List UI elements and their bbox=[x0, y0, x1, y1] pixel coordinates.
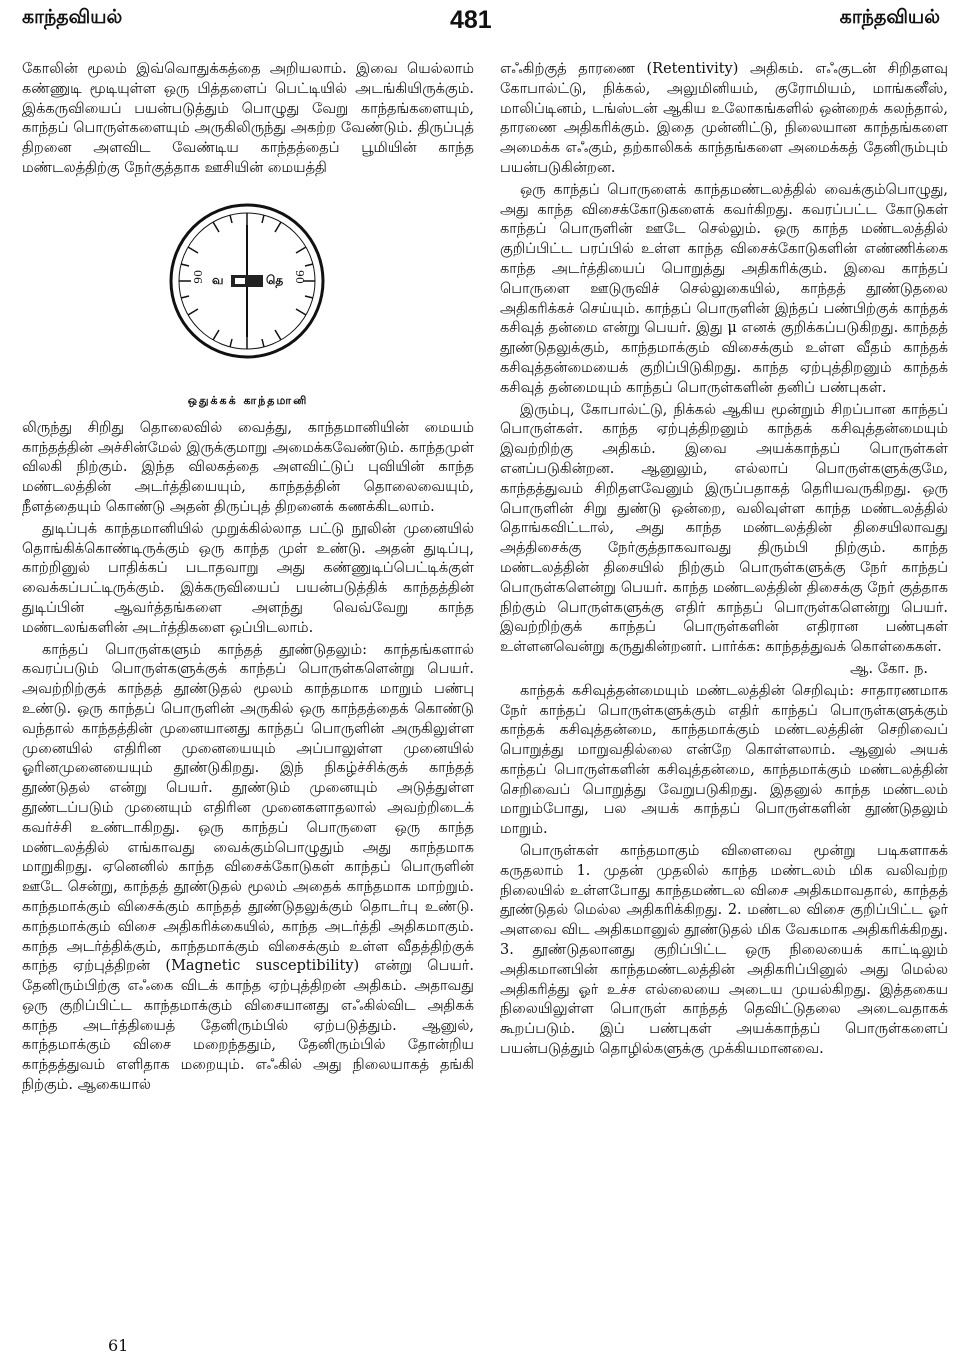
paragraph: துடிப்புக் காந்தமானியில் முறுக்கில்லாத பட்டு நூலின் முனையில் தொங்கிக்கொண்டிருக்கும் ஒரு காந்த முள் உண்டு. அதன் துடிப்பு, காற்றினுல் பாதிக்கப் படாதவாறு அது கண்ணுடிப்பெட்டிக்குள் வைக்கப்பட்டிருக்கும். இக்கருவியைப் பயன்படுத்திக் காந்தத்தின் துடிப்பின் ஆவர்த்தங்களை அளந்து வெவ்வேறு காந்த மண்டலங்களின் அடர்த்திகளை ஒப்பிடலாம். bbox=[22, 520, 474, 636]
figure-caption: ஒதுக்கக் காந்தமானி bbox=[187, 393, 309, 407]
paragraph: காந்தக் கசிவுத்தன்மையும் மண்டலத்தின் செறிவும்: சாதாரணமாக நேர் காந்தப் பொருள்களுக்கும் எதிர் காந்தப் பொருள்களுக்கும் காந்தக் கசிவுத்தன்மை, காந்தமாக்கும் மண்டலத்தின் செறிவைப் பொறுத்து மாறுவதில்லை என்றே கொள்ளலாம். ஆனுல் அயக் காந்தப் பொருள்களின் கசிவுத்தன்மை, காந்தமாக்கும் மண்டலத்தின் செறிவைப் பொறுத்து வேறுபடுகிறது. இதனுல் காந்த மண்டலம் மாறும்போது, பல அயக் காந்தப் பொருள்களின் தூண்டுதலும் மாறும். bbox=[500, 682, 948, 838]
dial-label-right: 90 bbox=[292, 269, 306, 284]
running-header-right: காந்தவியல் bbox=[839, 6, 940, 28]
right-column bbox=[500, 60, 948, 1062]
paragraph: பொருள்கள் காந்தமாகும் விளைவை மூன்று படிகளாகக் கருதலாம் 1. முதன் முதலில் காந்த மண்டலம் மிக வலிவற்ற நிலையில் உள்ளபோது காந்தமண்டல விசை அதிகமாவதால், காந்தத் தூண்டுதல் மெல்ல அதிகரிக்கிறது. 2. மண்டல விசை குறிப்பிட்ட ஓர் அளவை விட அதிகமானுல் தூண்டுதல் மிக வேகமாக அதிகரிக்கிறது. 3. தூண்டுதலானது குறிப்பிட்ட ஒரு நிலையைக் காட்டிலும் அதிகமானபின் காந்தமண்டலத்தின் அதிகரிப்பினுல் அது மெல்ல அதிகரித்து ஓர் உச்ச எல்லையை அடைய முயல்கிறது. இத்தகைய நிலையிலுள்ள பொருள் காந்தத் தெவிட்டுதலை அடைவதாகக் கூறப்படும். இப் பண்புகள் அயக்காந்தப் பொருள்களைப் பயன்படுத்தும் தொழில்களுக்கு முக்கியமானவை. bbox=[500, 843, 948, 1058]
needle-label-north: வ bbox=[212, 272, 224, 287]
needle-label-south: தெ bbox=[266, 272, 284, 287]
paragraph: ஒரு காந்தப் பொருளைக் காந்தமண்டலத்தில் வைக்கும்பொழுது, அது காந்த விசைக்கோடுகளைக் கவர்கிறது. கவரப்பட்ட கோடுகள் காந்தப் பொருளின் ஊடே செல்லும். ஒரு காந்த மண்டலத்தில் குறிப்பிட்ட பரப்பில் உள்ள காந்த விசைக்கோடுகளின் எண்ணிக்கை காந்த அடர்த்தியைப் பொறுத்து அதிகரிக்கும். இவை காந்தப் பொருளை ஊடுருவிச் செல்லுகையில், காந்தத் தூண்டுதலை அதிகரிக்கச் செய்யும். காந்தப் பொருளின் இந்தப் பண்பிற்குக் காந்தக் கசிவுத் தன்மை என்று பெயர். இது μ எனக் குறிக்கப்படுகிறது. காந்தத் தூண்டுதலுக்கும், காந்தமாக்கும் விசைக்கும் உள்ள வீதம் காந்தக் கசிவுத்தன்மையைக் குறிப்பிடுகிறது. காந்த ஏற்புத்திறனும் காந்தக் கசிவுத் தன்மையும் காந்தப் பொருள்களின் தனிப் பண்புகள். bbox=[500, 181, 948, 396]
page-number-header: 481 bbox=[450, 6, 492, 34]
magnetometer-figure bbox=[22, 201, 474, 411]
running-header-left: காந்தவியல் bbox=[22, 6, 123, 28]
author-initials: ஆ. கோ. ந. bbox=[850, 660, 928, 677]
dial-label-left: 90 bbox=[192, 269, 206, 284]
paragraph: இரும்பு, கோபால்ட்டு, நிக்கல் ஆகிய மூன்றும் சிறப்பான காந்தப் பொருள்கள். காந்த ஏற்புத்திறனும் காந்தக் கசிவுத்தன்மையும் இவற்றிற்கு அதிகம். இவை அயக்காந்தப் பொருள்கள் எனப்படுகின்றன. ஆனுலும், எல்லாப் பொருள்களுக்குமே, காந்தத்துவம் சிறிதளவேனும் இருப்பதாகத் தெரியவருகிறது. ஒரு பொருளின் சிறு துண்டு ஒன்றை, வலிவுள்ள காந்த மண்டலத்தில் தொங்கவிட்டால், அது காந்த மண்டலத்தின் திசையிலாவது அத்திசைக்கு நேர்குத்தாகவாவது திரும்பி நிற்கும். காந்த மண்டலத்தின் திசையில் நிற்கும் பொருள்களுக்கு நேர் காந்தப் பொருள்களென்று பெயர். காந்த மண்டலத்தின் திசைக்கு நேர் குத்தாக நிற்கும் பொருள்களுக்கு எதிர் காந்தப் பொருள்களென்று பெயர். இவற்றிற்குக் காந்தப் பொருள்களின் எதிரான பண்புகள் உள்ளனவென்று கருதுகின்றனர். பார்க்க: காந்தத்துவக் கொள்கைகள். bbox=[500, 401, 948, 656]
paragraph: காந்தப் பொருள்களும் காந்தத் தூண்டுதலும்: காந்தங்களால் கவரப்படும் பொருள்களுக்குக் காந்தப் பொருள்களென்று பெயர். அவற்றிற்குக் காந்தத் தூண்டுதல் மூலம் காந்தமாக மாறும் பண்பு உண்டு. ஒரு காந்தப் பொருளின் அருகில் ஒரு காந்தத்தைக் கொண்டு வந்தால் காந்தத்தின் முனையானது காந்தப் பொருளின் அருகிலுள்ள முனையில் எதிரின முனையையும் அப்பாலுள்ள முனையில் ஓரினமுனையையும் தூண்டுகிறது. இந் நிகழ்ச்சிக்குக் காந்தத் தூண்டுதல் என்று பெயர். தூண்டும் முனையும் அடுத்துள்ள தூண்டப்படும் முனையும் எதிரின முனைகளாதலால் அவற்றிடைக் கவர்ச்சி உண்டாகிறது. ஒரு காந்தப் பொருளை ஒரு காந்த மண்டலத்தில் எங்காவது வைக்கும்பொழுதும் அது காந்தமாக மாறுகிறது. ஏனெனில் காந்த விசைக்கோடுகள் காந்தப் பொருளின் ஊடே சென்று, காந்தத் தூண்டுதல் மூலம் அதைக் காந்தமாக மாற்றும். காந்தமாக்கும் விசைக்கும் காந்தத் தூண்டுதலுக்கும் தொடர்பு உண்டு. காந்தமாக்கும் விசை அதிகரிக்கையில், காந்த அடர்த்தி அதிகமாகும். காந்த அடர்த்திக்கும், காந்தமாக்கும் விசைக்கும் உள்ள வீதத்திற்குக் காந்த ஏற்புத்திறன் (Magnetic susceptibility) என்று பெயர். தேனிரும்பிற்கு எஃகை விடக் காந்த ஏற்புத்திறன் அதிகம். அதாவது ஒரு குறிப்பிட்ட காந்தமாக்கும் விசையானது எஃகில்விட அதிகக் காந்த அடர்த்தியைத் தேனிரும்பில் ஏற்படுத்தும். ஆனுல், காந்தமாக்கும் விசை மறைந்ததும், தேனிரும்பில் தோன்றிய காந்தத்துவம் எளிதாக மறையும். எஃகில் அது நிலையாகத் தங்கி நிற்கும். ஆகையால் bbox=[22, 641, 474, 1094]
paragraph: எஃகிற்குத் தாரணை (Retentivity) அதிகம். எஃகுடன் சிறிதளவு கோபால்ட்டு, நிக்கல், அலுமினியம், குரோமியம், மாங்கனீஸ், மாலிப்டினம், டங்ஸ்டன் ஆகிய உலோகங்களில் ஒன்றைக் கலந்தால், தாரணை அதிகரிக்கும். இதை முன்னிட்டு, நிலையான காந்தங்களை அமைக்க எஃகும், தற்காலிகக் காந்தங்களை அமைக்கத் தேனிரும்பும் பயன்படுகின்றன. bbox=[500, 61, 948, 176]
paragraph: லிருந்து சிறிது தொலைவில் வைத்து, காந்தமானியின் மையம் காந்தத்தின் அச்சின்மேல் இருக்குமாறு அமைக்கவேண்டும். காந்தமுள் விலகி நிற்கும். இந்த விலகத்தை அளவிட்டுப் புவியின் காந்த மண்டலத்தின் அடர்த்தியையும், காந்தத்தின் தொலைவையும், நீளத்தையும் கொண்டு அதன் திருப்புத் திறனைக் கணக்கிடலாம். bbox=[22, 419, 474, 515]
left-column bbox=[22, 60, 474, 1098]
paragraph: கோலின் மூலம் இவ்வொதுக்கத்தை அறியலாம். இவை யெல்லாம் கண்ணுடி மூடியுள்ள ஒரு பித்தளைப் பெட்டியில் அடங்கியிருக்கும். இக்கருவியைப் பயன்படுத்தும் பொழுது வேறு காந்தங்களையும், காந்தப் பொருள்களையும் அருகிலிருந்து அகற்ற வேண்டும். திருப்புத் திறனை அளவிட வேண்டிய காந்தத்தைப் பூமியின் காந்த மண்டலத்திற்கு நேர்குத்தாக ஊசியின் மையத்தி bbox=[22, 61, 474, 176]
page-index-footer: 61 bbox=[108, 1336, 129, 1355]
